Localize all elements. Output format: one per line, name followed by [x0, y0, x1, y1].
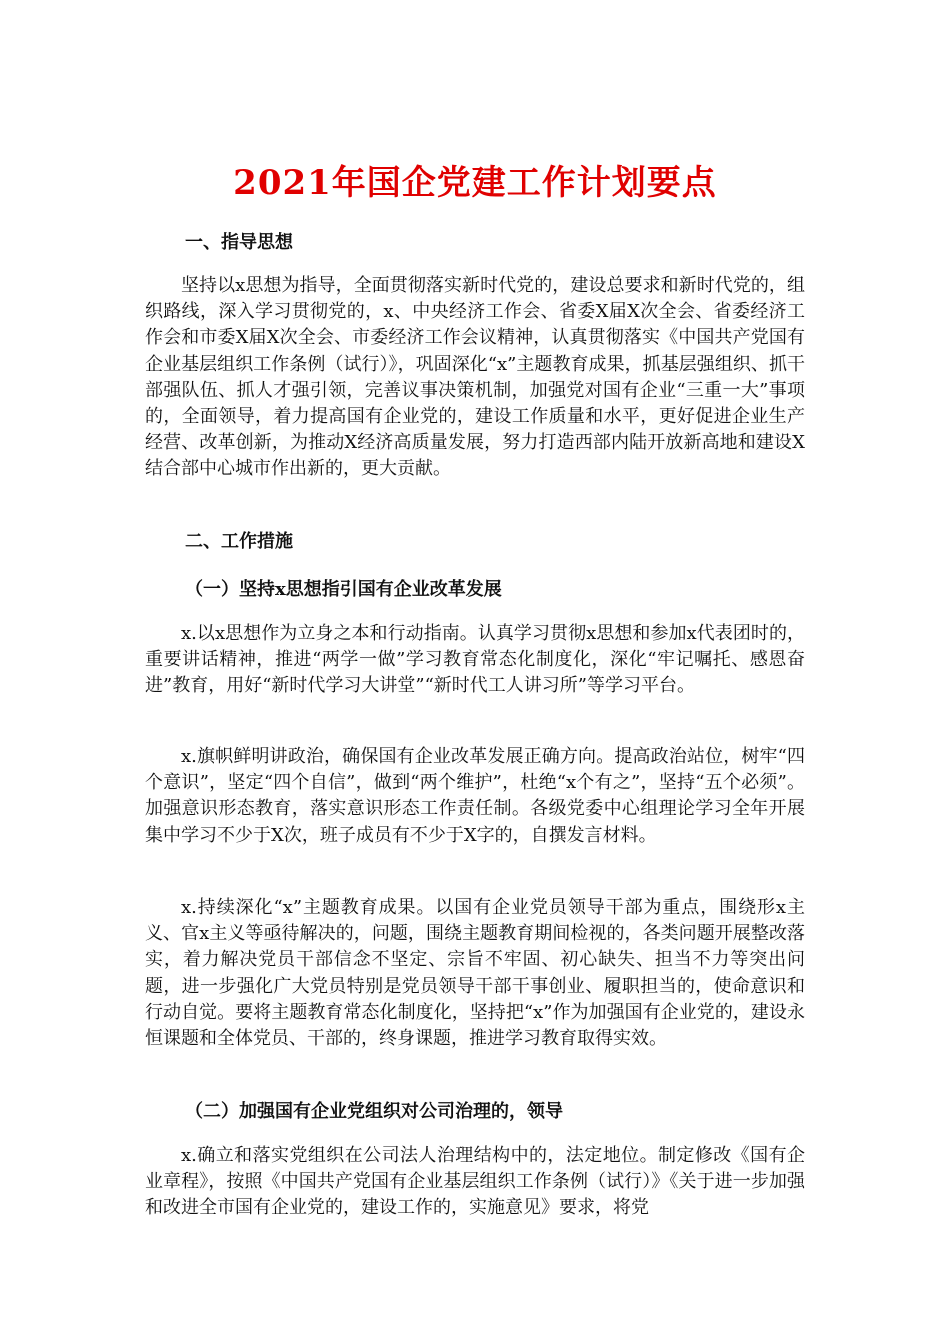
paragraph-measure-4: x.确立和落实党组织在公司法人治理结构中的，法定地位。制定修改《国有企业章程》，按照《中国共产党国有企业基层组织工作条例（试行）》《关于进一步加强和改进全市国有企业党的，建设工作的，实施意见》要求，将党 [145, 1145, 805, 1219]
paragraph-guiding-ideology: 坚持以x思想为指导，全面贯彻落实新时代党的，建设总要求和新时代党的，组织路线，深入学习贯彻党的，x、中央经济工作会、省委X届X次全会、省委经济工作会和市委X届X次全会、市委经济工作会议精神，认真贯彻落实《中国共产党国有企业基层组织工作条例（试行）》，巩固深化“x”主题教育成果，抓基层强组织、抓干部强队伍、抓人才强引领，完善议事决策机制，加强党对国有企业“三重一大”事项的，全面领导，着力提高国有企业党的，建设工作质量和水平，更好促进企业生产经营、改革创新，为推动X经济高质量发展，努力打造西部内陆开放新高地和建设X结合部中心城市作出新的，更大贡献。 [145, 275, 805, 480]
subsection-heading-2: （二）加强国有企业党组织对公司治理的，领导 [185, 1101, 563, 1122]
paragraph-measure-3: x.持续深化“x”主题教育成果。以国有企业党员领导干部为重点，围绕形x主义、官x主义等亟待解决的，问题，围绕主题教育期间检视的，各类问题开展整改落实，着力解决党员干部信念不坚定、宗旨不牢固、初心缺失、担当不力等突出问题，进一步强化广大党员特别是党员领导干部干事创业、履职担当的，使命意识和行动自觉。要将主题教育常态化制度化，坚持把“x”作为加强国有企业党的，建设永恒课题和全体党员、干部的，终身课题，推进学习教育取得实效。 [145, 897, 805, 1050]
document-title: 2021年国企党建工作计划要点 [233, 163, 717, 203]
subsection-heading-1: （一）坚持x思想指引国有企业改革发展 [185, 579, 502, 600]
paragraph-measure-1: x.以x思想作为立身之本和行动指南。认真学习贯彻x思想和参加x代表团时的，重要讲话精神，推进“两学一做”学习教育常态化制度化，深化“牢记嘱托、感恩奋进”教育，用好“新时代学习大讲堂”“新时代工人讲习所”等学习平台。 [145, 623, 805, 697]
section-heading-guiding-ideology: 一、指导思想 [185, 232, 293, 253]
paragraph-measure-2: x.旗帜鲜明讲政治，确保国有企业改革发展正确方向。提高政治站位，树牢“四个意识”，坚定“四个自信”，做到“两个维护”，杜绝“x个有之”，坚持“五个必须”。加强意识形态教育，落实意识形态工作责任制。各级党委中心组理论学习全年开展集中学习不少于X次，班子成员有不少于X字的，自撰发言材料。 [145, 746, 805, 846]
section-heading-work-measures: 二、工作措施 [185, 531, 293, 552]
